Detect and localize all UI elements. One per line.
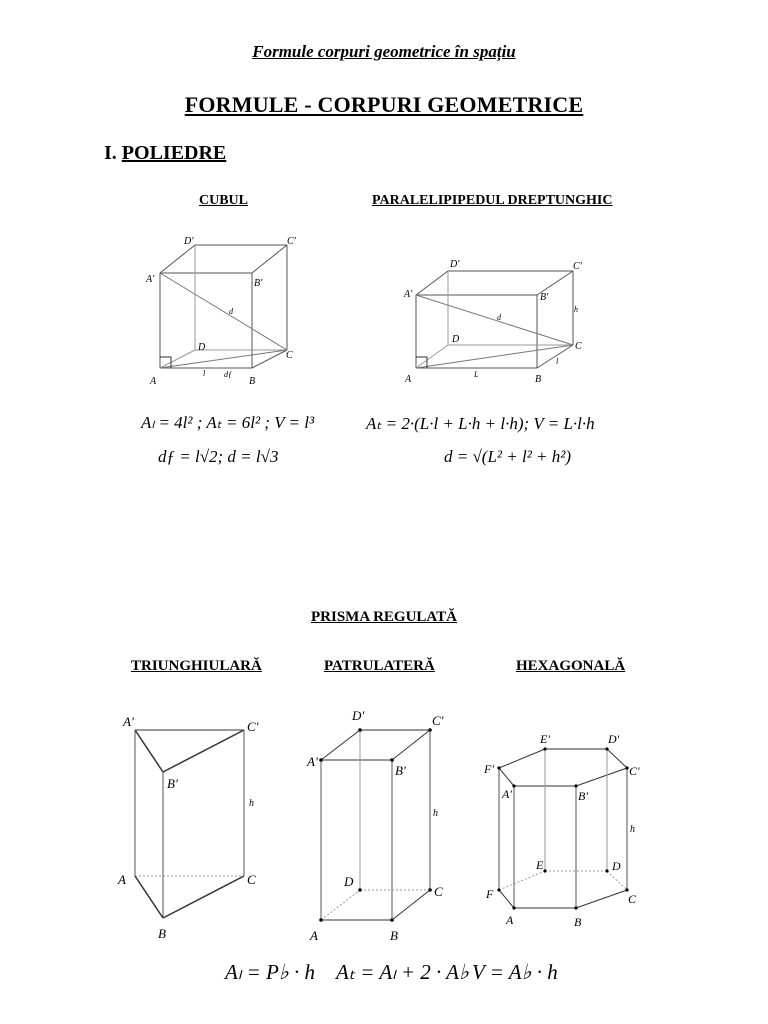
tri-label-h: h <box>249 798 254 809</box>
cube-label-A: A <box>150 376 157 387</box>
cube-formula-1: Aₗ = 4l² ; Aₜ = 6l² ; V = l³ <box>141 413 315 432</box>
diagram-stroke <box>543 869 546 872</box>
cube-label-A1: A' <box>146 274 155 285</box>
cuboid-label-A1: A' <box>404 289 413 300</box>
cuboid-label-C: C <box>575 341 582 352</box>
quad-label-A1: A' <box>307 754 318 769</box>
diagram-stroke <box>605 747 608 750</box>
diagram-stroke <box>607 871 627 890</box>
hex-label-E1: E' <box>540 732 550 746</box>
cuboid-label-B1: B' <box>540 292 549 303</box>
cuboid-label-D: D <box>452 334 460 345</box>
cuboid-formula-2: d = √(L² + l² + h²) <box>444 447 572 466</box>
hex-label-A1: A' <box>502 787 512 801</box>
cuboid-label-l: l <box>556 357 559 366</box>
hex-label-D: D <box>612 859 621 873</box>
diagram-stroke <box>574 906 577 909</box>
diagram-stroke <box>605 869 608 872</box>
tri-label-B1: B' <box>167 776 178 791</box>
cube-label-C: C <box>286 350 293 361</box>
cube-label-B: B <box>249 376 256 387</box>
cuboid-formula-1: Aₜ = 2·(L·l + L·h + l·h); V = L·l·h <box>366 414 595 433</box>
hex-label-C1: C' <box>629 764 640 778</box>
cube-label-B1: B' <box>254 278 263 289</box>
hex-label-C: C <box>628 892 637 906</box>
diagram-stroke <box>512 784 515 787</box>
cube-label-l: l <box>203 369 206 378</box>
tri-label-C1: C' <box>247 719 259 734</box>
diagram-stroke <box>497 888 500 891</box>
hex-label-F1: F' <box>484 762 494 776</box>
cuboid-title: PARALELIPIPEDUL DREPTUNGHIC <box>372 193 613 208</box>
cube-label-C1: C' <box>287 236 296 247</box>
diagram-stroke <box>576 768 627 786</box>
cuboid-label-d: d <box>497 313 501 322</box>
cuboid-label-C1: C' <box>573 261 582 272</box>
triangular-title: TRIUNGHIULARĂ <box>131 658 262 674</box>
section-title: POLIEDRE <box>121 142 227 164</box>
hex-label-B: B <box>574 915 582 929</box>
cuboid-label-A: A <box>405 374 412 385</box>
hex-label-E: E <box>536 858 544 872</box>
main-heading: FORMULE - CORPURI GEOMETRICE <box>184 92 584 117</box>
hex-label-D1: D' <box>608 732 620 746</box>
cuboid-label-D1: D' <box>450 259 460 270</box>
diagram-stroke <box>574 784 577 787</box>
section-number: I. <box>104 142 117 164</box>
cube-label-d: d <box>229 307 233 316</box>
hex-label-A: A <box>506 913 514 927</box>
cube-title: CUBUL <box>199 193 249 208</box>
hex-label-h: h <box>630 824 635 835</box>
cube-formula-2: dƒ = l√2; d = l√3 <box>158 447 279 466</box>
quadrilateral-title: PATRULATERĂ <box>324 658 435 674</box>
diagram-stroke <box>607 749 627 768</box>
tri-label-C: C <box>247 872 256 887</box>
quad-label-B: B <box>390 928 398 943</box>
prism-volume-formula: V = A♭ · h <box>472 960 558 984</box>
cuboid-label-h: h <box>574 305 578 314</box>
tri-label-A1: A' <box>123 714 134 729</box>
hexagonal-title: HEXAGONALĂ <box>516 658 626 674</box>
diagram-stroke <box>497 766 500 769</box>
quad-label-C: C <box>434 884 443 899</box>
diagram-stroke <box>512 906 515 909</box>
cuboid-label-L: L <box>474 370 479 379</box>
cube-label-df: dƒ <box>224 370 232 379</box>
hex-label-B1: B' <box>578 789 588 803</box>
cube-label-D: D <box>198 342 206 353</box>
quad-label-h: h <box>433 808 438 819</box>
quad-label-D: D <box>344 874 354 889</box>
quad-label-C1: C' <box>432 713 444 728</box>
diagram-stroke <box>499 890 514 908</box>
quad-label-A: A <box>310 928 318 943</box>
prism-title: PRISMA REGULATĂ <box>311 609 457 625</box>
quad-label-B1: B' <box>395 763 406 778</box>
diagram-stroke <box>499 749 545 768</box>
tri-label-A: A <box>118 872 126 887</box>
diagram-stroke <box>576 890 627 908</box>
prism-total-area-formula: Aₜ = Aₗ + 2 · A♭ <box>336 960 469 984</box>
cube-label-D1: D' <box>184 236 194 247</box>
quad-label-D1: D' <box>352 708 365 723</box>
diagram-stroke <box>499 871 545 890</box>
cuboid-label-B: B <box>535 374 542 385</box>
document-title: Formule corpuri geometrice în spațiu <box>252 42 516 61</box>
diagram-stroke <box>499 768 514 786</box>
diagram-stroke <box>543 747 546 750</box>
prism-lateral-area-formula: Aₗ = P♭ · h <box>225 960 315 984</box>
tri-label-B: B <box>158 926 166 941</box>
hex-label-F: F <box>486 887 494 901</box>
